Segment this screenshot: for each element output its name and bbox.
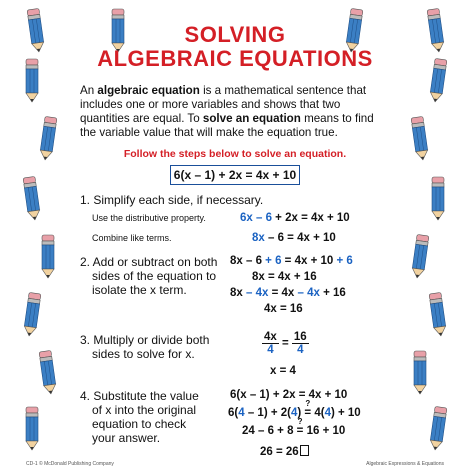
step-1-label: 1. Simplify each side, if necessary. [80, 193, 264, 207]
math-text: + 16 [319, 287, 346, 299]
highlight: 8x [252, 232, 265, 244]
highlight: 4 [238, 407, 245, 419]
equation-box: 6(x – 1) + 2x = 4x + 10 [170, 165, 300, 185]
pencil-icon [409, 115, 431, 163]
step-3-math-2: x = 4 [270, 365, 296, 377]
step-4-math-1: 6(x – 1) + 2x = 4x + 10 [230, 389, 348, 401]
math-text: + 2x = 4x + 10 [271, 212, 350, 224]
math-text: = 4x + 10 [281, 255, 337, 267]
pencil-icon [21, 291, 43, 339]
pencil-icon [24, 58, 40, 104]
step-2-label [80, 255, 217, 297]
step-4-label [80, 389, 199, 445]
intro-paragraph [80, 84, 390, 140]
fraction-left [262, 331, 279, 356]
math-text: 24 – 6 + 8 [242, 425, 297, 437]
footer-left: CD-1 © McDonald Publishing Company [26, 461, 114, 467]
math-text: – 1) + 2( [244, 407, 291, 419]
highlight: – 4x [297, 287, 320, 299]
math-text: = 4x [268, 287, 298, 299]
step-1-math-1 [240, 212, 350, 224]
label-line: equation to check [92, 417, 187, 431]
math-text: = 4( [304, 407, 325, 419]
step-4-math-2 [228, 399, 361, 419]
step-4-math-4 [260, 445, 309, 458]
highlight: + 6 [336, 255, 353, 267]
pencil-icon [24, 406, 40, 452]
intro-text: means to find the variable value that will make the equation true. [80, 112, 374, 139]
intro-term-2: solve an equation [202, 112, 301, 125]
label-line: 2. Add or subtract on both [80, 255, 218, 269]
poster-title [80, 24, 390, 70]
step-1-sub-2: Combine like terms. [92, 233, 172, 243]
checkmark-icon [300, 445, 309, 456]
math-text: = 16 + 10 [296, 425, 346, 437]
step-4-math-3 [242, 417, 346, 437]
highlight: 4 [290, 407, 298, 419]
label-line: 4. Substitute the value [80, 389, 199, 403]
question-mark: ? [305, 399, 311, 408]
math-text: ) [297, 407, 305, 419]
step-2-math-1 [230, 255, 353, 267]
math-text: ) + 10 [330, 407, 361, 419]
step-1-math-2 [252, 232, 336, 244]
label-line: isolate the x term. [92, 283, 187, 297]
denominator: 4 [297, 344, 304, 356]
label-line: sides to solve for x. [92, 347, 195, 361]
intro-text: is a mathematical sentence that includes one or more variables and shows that two quantities are equal. To [80, 84, 367, 125]
pencil-icon [25, 7, 47, 55]
follow-steps-heading: Follow the steps below to solve an equation. [123, 148, 347, 160]
fraction-right [292, 331, 309, 356]
label-line: 3. Multiply or divide both [80, 333, 210, 347]
label-line: of x into the original [92, 403, 197, 417]
title-line-2: ALGEBRAIC EQUATIONS [97, 46, 373, 71]
pencil-icon [40, 234, 56, 280]
step-2-math-2: 8x = 4x + 16 [252, 271, 317, 283]
pencil-icon [427, 291, 449, 339]
pencil-icon [427, 57, 449, 105]
equals: = [278, 337, 292, 350]
numerator: 16 [293, 331, 307, 343]
numerator: 4x [264, 331, 277, 343]
intro-text: An [80, 84, 98, 97]
pencil-icon [425, 7, 447, 55]
highlight: – 4x [246, 287, 269, 299]
pencil-icon [37, 349, 59, 397]
intro-term-1: algebraic equation [97, 84, 200, 97]
pencil-icon [412, 350, 428, 396]
question-mark: ? [297, 417, 303, 426]
math-text: 6( [228, 407, 239, 419]
pencil-icon [409, 233, 431, 281]
footer-right: Algebraic Expressions & Equations [366, 461, 444, 467]
highlight: 4 [324, 407, 331, 419]
step-1-sub-1: Use the distributive property. [92, 213, 206, 223]
poster-content [80, 22, 390, 458]
step-3-fraction [262, 331, 309, 356]
math-text: 8x – 6 [230, 255, 266, 267]
highlight: 6x – 6 [240, 212, 272, 224]
step-2-math-4: 4x = 16 [264, 303, 303, 315]
pencil-icon [430, 176, 446, 222]
math-text: – 6 = 4x + 10 [264, 232, 336, 244]
pencil-icon [21, 175, 43, 223]
highlight: + 6 [265, 255, 282, 267]
math-text: 8x [230, 287, 246, 299]
label-line: your answer. [92, 431, 161, 445]
steps-area [80, 193, 390, 458]
title-line-1: SOLVING [184, 22, 286, 47]
pencil-icon [37, 115, 59, 163]
label-line: sides of the equation to [92, 269, 217, 283]
step-3-label [80, 333, 209, 361]
step-2-math-3 [230, 287, 346, 299]
pencil-icon [427, 405, 449, 453]
math-text: 26 = 26 [260, 446, 299, 458]
denominator: 4 [267, 344, 274, 356]
